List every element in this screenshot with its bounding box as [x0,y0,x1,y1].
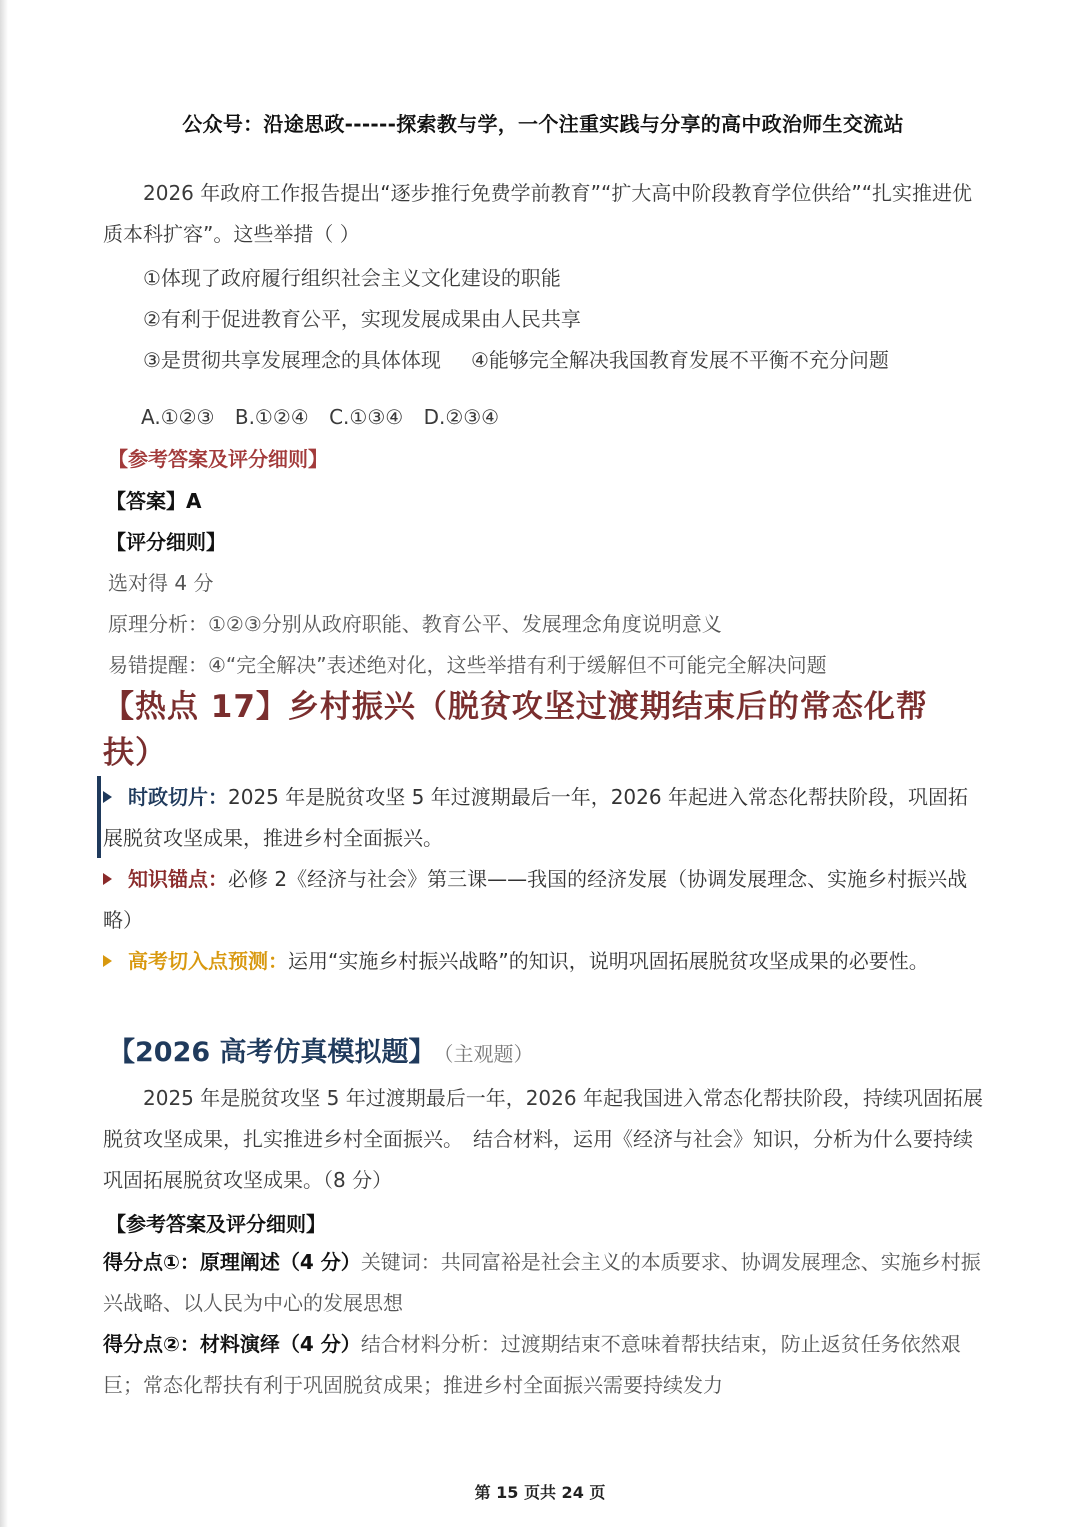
page-shadow-edge [0,0,8,1527]
triangle-bullet-icon [103,791,112,803]
rule-warning: 易错提醒：④“完全解决”表述绝对化，这些举措有利于缓解但不可能完全解决问题 [108,653,827,677]
choice-d: D.②③④ [423,405,500,429]
answer-choices [141,405,513,429]
bullet-label: 高考切入点预测： [128,949,288,973]
score-point-label: 得分点①：原理阐述（4 分） [103,1250,361,1274]
score-point-text: 关键词：共同富裕是社会主义的本质要求、协调发展理念、实施乡村振兴战略、以人民为中心的发展思想 [103,1250,981,1315]
page-number: 第 15 页共 24 页 [474,1483,606,1502]
triangle-bullet-icon [103,955,112,967]
option-1: ①体现了政府履行组织社会主义文化建设的职能 [143,266,561,290]
rule-analysis: 原理分析：①②③分别从政府职能、教育公平、发展理念角度说明意义 [108,612,722,636]
question-stem: 2026 年政府工作报告提出“逐步推行免费学前教育”“扩大高中阶段教育学位供给”“扎实推进优质本科扩容”。这些举措（ ） [103,181,973,246]
option-4: ④能够完全解决我国教育发展不平衡不充分问题 [470,348,889,372]
score-point-2 [103,1324,983,1406]
wechat-header: 公众号：沿途思政------探索教与学，一个注重实践与分享的高中政治师生交流站 [182,112,904,136]
bullet-label: 知识锚点： [128,867,228,891]
choice-c: C.①③④ [329,405,404,429]
score-point-label: 得分点②：材料演绎（4 分） [103,1332,361,1356]
simulation-title-row [108,1030,534,1069]
choice-a: A.①②③ [141,405,215,429]
triangle-bullet-icon [103,873,112,885]
bullet-text: 运用“实施乡村振兴战略”的知识，说明巩固拓展脱贫攻坚成果的必要性。 [288,949,929,973]
bullet-text: 2025 年是脱贫攻坚 5 年过渡期最后一年，2026 年起进入常态化帮扶阶段，巩固拓展脱贫攻坚成果，推进乡村全面振兴。 [103,785,968,850]
option-3-4-row [143,344,889,373]
reference-answer-heading: 【参考答案及评分细则】 [108,447,328,471]
scoring-rules-heading: 【评分细则】 [106,530,226,554]
bullet-current-affairs [103,777,983,859]
simulation-subtitle: （主观题） [443,1042,534,1066]
accent-bar [97,776,101,858]
bullet-label: 时政切片： [128,785,228,809]
rule-score: 选对得 4 分 [108,571,214,595]
simulation-stem: 2025 年是脱贫攻坚 5 年过渡期最后一年，2026 年起我国进入常态化帮扶阶段，持续巩固拓展脱贫攻坚成果，扎实推进乡村全面振兴。 结合材料，运用《经济与社会》知识，分析为什么要持续巩固拓展脱贫攻坚成果。（8 分） [103,1086,983,1192]
bullet-knowledge-anchor [103,859,983,941]
option-2: ②有利于促进教育公平，实现发展成果由人民共享 [143,307,581,331]
bullet-text: 必修 2《经济与社会》第三课——我国的经济发展（协调发展理念、实施乡村振兴战略） [103,867,968,932]
score-point-1 [103,1242,983,1324]
simulation-reference-heading: 【参考答案及评分细则】 [106,1212,326,1236]
choice-b: B.①②④ [234,405,309,429]
hotspot-title: 【热点 17】乡村振兴（脱贫攻坚过渡期结束后的常态化帮扶） [103,689,928,771]
option-3: ③是贯彻共享发展理念的具体体现 [143,348,441,372]
answer-line: 【答案】A [106,489,202,513]
score-point-text: 结合材料分析：过渡期结束不意味着帮扶结束，防止返贫任务依然艰巨；常态化帮扶有利于巩固脱贫成果；推进乡村全面振兴需要持续发力 [103,1332,961,1397]
bullet-exam-prediction [103,941,983,982]
simulation-title: 【2026 高考仿真模拟题】 [108,1037,436,1068]
